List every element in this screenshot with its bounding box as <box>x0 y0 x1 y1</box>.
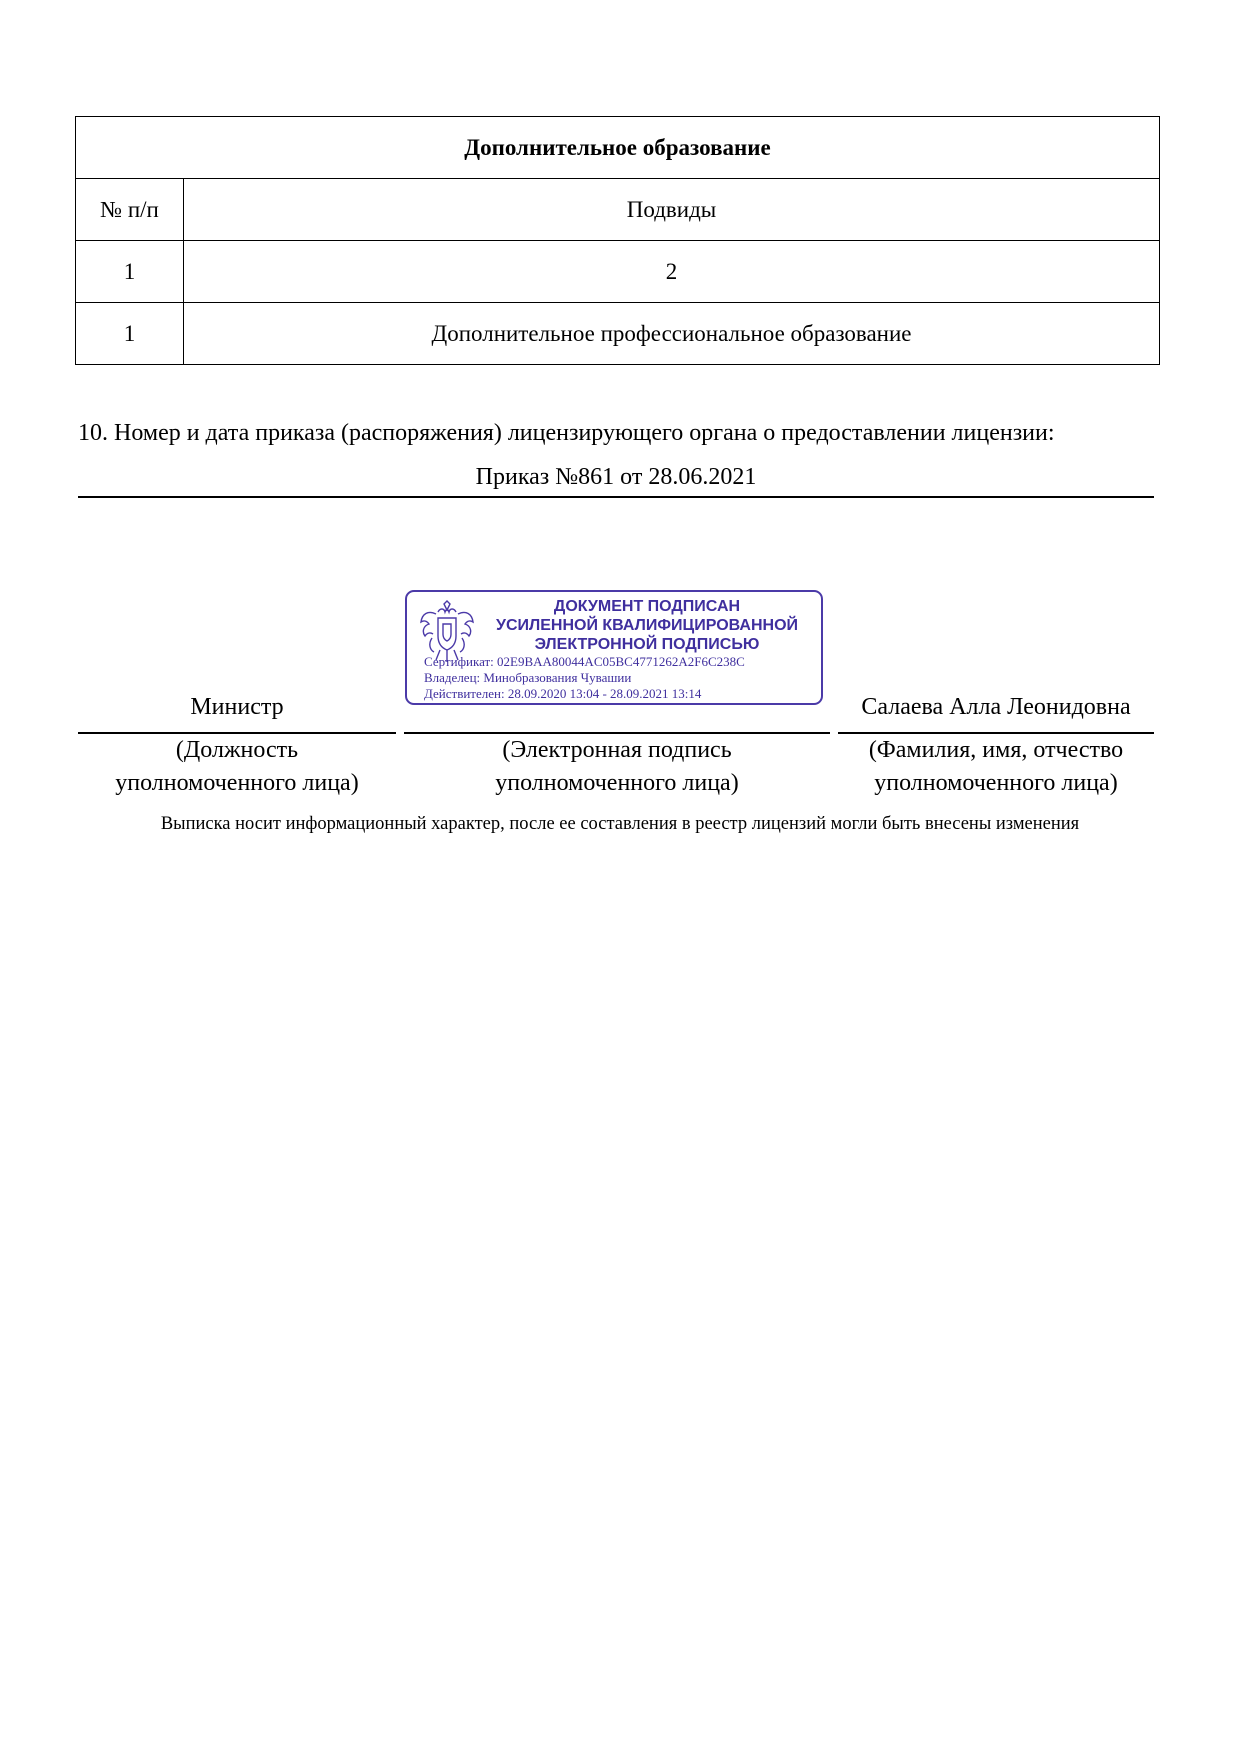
stamp-owner: Владелец: Минобразования Чувашии <box>424 670 632 685</box>
row-number: 1 <box>76 303 184 365</box>
caption-line: уполномоченного лица) <box>495 770 739 796</box>
caption-line: (Фамилия, имя, отчество <box>868 737 1124 763</box>
underline <box>78 496 1154 498</box>
stamp-heading-line-2: УСИЛЕННОЙ КВАЛИФИЦИРОВАННОЙ <box>495 617 799 634</box>
stamp-heading-line-3: ЭЛЕКТРОННОЙ ПОДПИСЬЮ <box>534 636 760 653</box>
numbering-cell-2: 2 <box>184 241 1160 303</box>
table-header-row <box>76 179 1160 241</box>
table-numbering-row <box>76 241 1160 303</box>
caption-line: (Должность <box>175 737 299 763</box>
header-subtypes: Подвиды <box>184 179 1160 241</box>
caption-line: уполномоченного лица) <box>874 770 1118 796</box>
section10-label: 10. Номер и дата приказа (распоряжения) лицензирующего органа о предоставлении лицензии: <box>78 420 1055 446</box>
stamp-certificate: Сертификат: 02E9BAA80044AC05BC4771262A2F6C238C <box>424 654 745 669</box>
stamp-validity: Действителен: 28.09.2020 13:04 - 28.09.2021 13:14 <box>424 686 702 701</box>
row-subtype: Дополнительное профессиональное образование <box>184 303 1160 365</box>
table-title-row <box>76 117 1160 179</box>
signer-position: Министр <box>190 694 284 720</box>
education-table <box>75 116 1160 365</box>
order-number-date: Приказ №861 от 28.06.2021 <box>475 464 757 490</box>
numbering-cell-1: 1 <box>76 241 184 303</box>
table-row <box>76 303 1160 365</box>
header-number: № п/п <box>76 179 184 241</box>
name-caption <box>838 734 1154 800</box>
position-caption <box>78 734 396 800</box>
caption-line: уполномоченного лица) <box>115 770 359 796</box>
table-title: Дополнительное образование <box>76 117 1160 179</box>
disclaimer-note: Выписка носит информационный характер, после ее составления в реестр лицензий могли быть внесены изменения <box>160 814 1080 834</box>
signer-name: Салаева Алла Леонидовна <box>861 694 1131 720</box>
stamp-heading-line-1: ДОКУМЕНТ ПОДПИСАН <box>553 598 741 615</box>
electronic-signature-stamp <box>405 590 823 705</box>
caption-line: (Электронная подпись <box>502 737 732 763</box>
signature-caption <box>404 734 830 800</box>
